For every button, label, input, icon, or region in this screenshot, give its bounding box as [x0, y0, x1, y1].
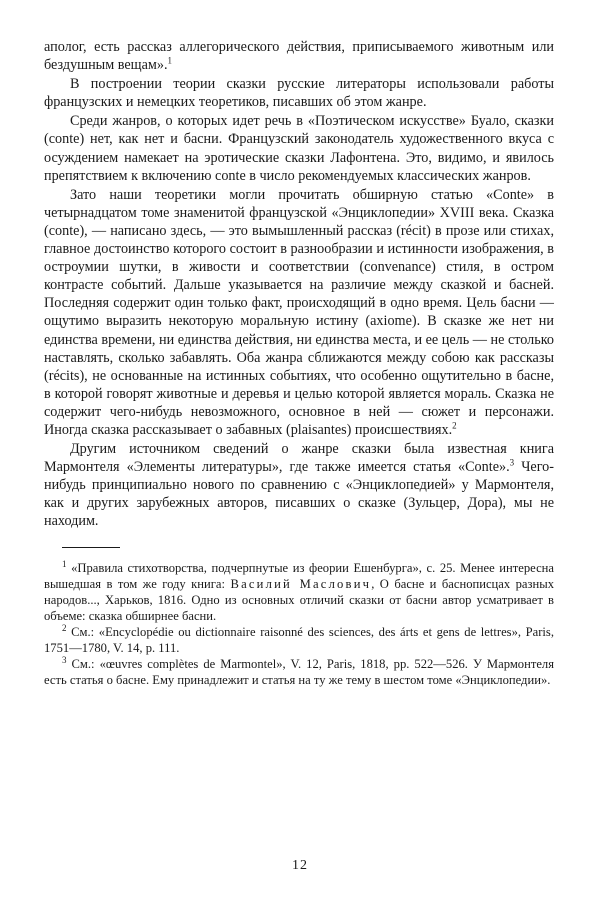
footnote-ref-1[interactable]: 1 — [167, 55, 172, 66]
footnote-ref-3[interactable]: 3 — [509, 457, 515, 468]
footnote-1: $^1$ «Правила стихотворства, подчерпнутые из феории Ешенбурга», с. 25. Менее интересна вышедшая в том же году книга: Василий Маслович, О басне и баснописцах разных народов..., Харьков, 1816. Одно из основных отличий сказки от басни автор усматривает в объеме: сказка обширнее басни. — [44, 558, 554, 623]
paragraph-continuation: аполог, есть рассказ аллегорического действия, приписываемого животным или бездушным вещам».$^1$ — [44, 39, 554, 74]
footnote-2: $^2$ См.: «Encyclopédie ou dictionnaire raisonné des sciences, des árts et gens de lettres», Paris, 1751—1780, V. 14, p. 111. — [44, 622, 554, 655]
footnote-marker-2: 2 — [62, 622, 67, 633]
paragraph-encyclopedie: Зато наши теоретики могли прочитать обширную статью «Conte» в четырнадцатом томе знаменитой французской «Энциклопедии» XVIII века. Сказка (conte), — написано здесь, — это вымышленный рассказ (récit) в прозе или стихах, главное достоинство которого состоит в разнообразии и истинности изображения, в остроумии шутки, в живости и соответствии (convenance) стиля, в остром контрасте событий. Дальше указывается на различие между сказкой и басней. Последняя содержит один только факт, происходящий в одно время. Цель басни — ощутимо выразить некоторую моральную истину (axiome). В сказке же нет ни единства времени, ни единства действия, ни единства места, и ее цель — не столько наставлять, сколько забавлять. Оба жанра сближаются между собою как рассказы (récits), не основанные на истинных событиях, что особенно ощутительно в басне, в которой говорят животные и деревья и целью которой является мораль. Сказка не содержит чего-нибудь невозможного, основное в ней — сюжет и персонажи. Иногда сказка рассказывает о забавных (plaisantes) происшествиях.$^2$ — [44, 186, 554, 438]
footnote-ref-2[interactable]: 2 — [452, 420, 457, 431]
page-number: 12 — [292, 858, 308, 873]
footnote-marker-1: 1 — [62, 558, 67, 569]
paragraph-boileau: Среди жанров, о которых идет речь в «Поэтическом искусстве» Буало, сказки (conte) нет, как нет и басни. Французский законодатель художественного вкуса с осуждением намекает на эротические сказки Лафонтена. Это, видимо, и явилось препятствием к включению conte в число рекомендуемых классических жанров. — [44, 113, 554, 184]
paragraph-theory-sources: В построении теории сказки русские литераторы использовали работы французских и немецких теоретиков, писавших об этом жанре. — [44, 76, 554, 111]
document-page — [44, 38, 554, 688]
paragraph-marmontel: Другим источником сведений о жанре сказки была известная книга Мармонтеля «Элементы литературы», где также имеется статья «Conte».$^3$ Чего-нибудь принципиально нового по сравнению с «Энциклопедией» у Мармонтеля, как и других зарубежных авторов, писавших о сказке (Зульцер, Дора), мы не находим. — [44, 441, 554, 530]
footnote-author: Василий Маслович — [230, 576, 372, 591]
footnote-3: $^3$ См.: «œuvres complètes de Marmontel», V. 12, Paris, 1818, pp. 522—526. У Мармонтеля есть статья о басне. Ему принадлежит и статья на ту же тему в шестом томе «Энциклопедии». — [44, 654, 554, 688]
footnote-marker-3: 3 — [62, 654, 67, 665]
footnote-divider — [62, 547, 120, 548]
